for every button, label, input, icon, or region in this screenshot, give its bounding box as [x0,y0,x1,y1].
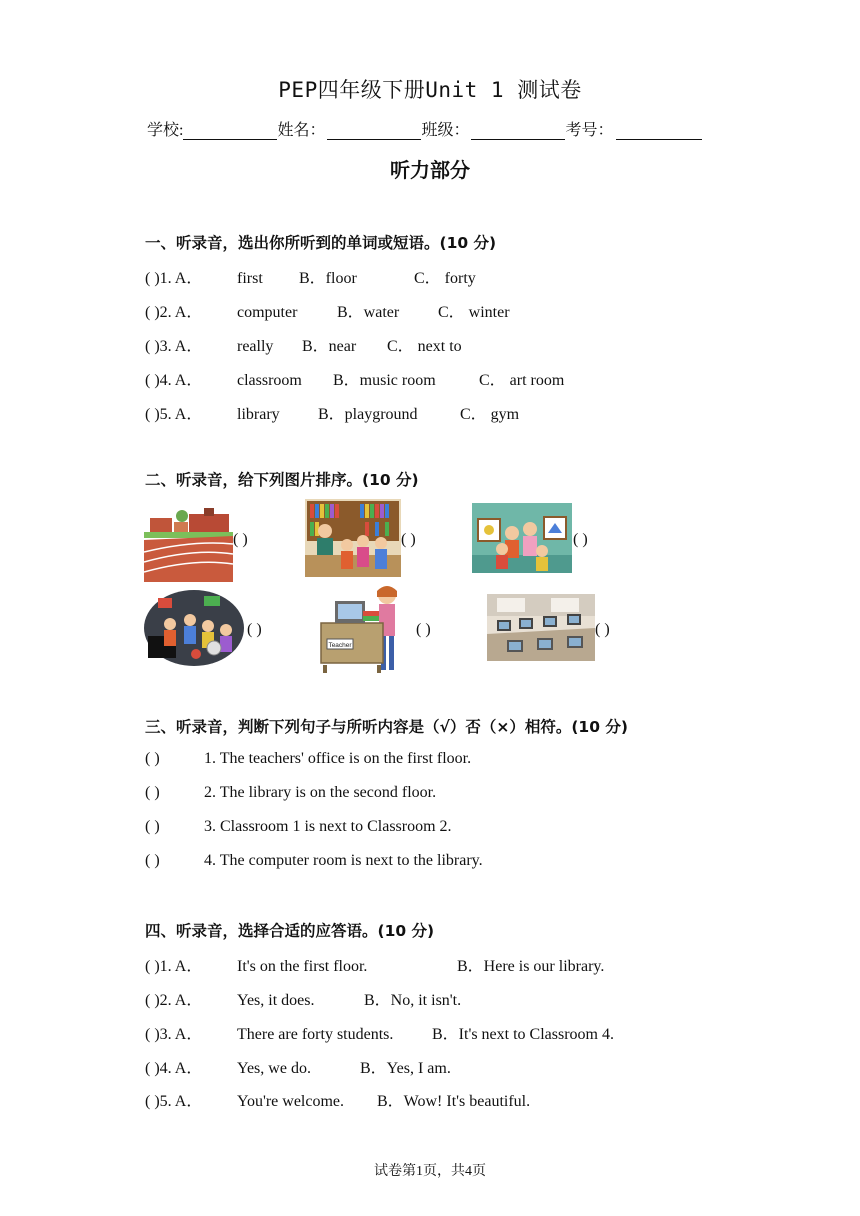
page-title: PEP四年级下册Unit 1 测试卷 [278,78,582,102]
pic-answer-5[interactable]: ( ) [416,621,431,638]
s3-statement-1: ( ) 1. The teachers' office is on the first floor. [145,750,472,767]
school-blank[interactable] [183,123,277,140]
teacher-sign-text: Teacher [328,642,352,649]
art-room-picture [472,503,572,573]
pic-answer-2[interactable]: ( ) [401,531,416,548]
pic-answer-3[interactable]: ( ) [573,531,588,548]
section2-title: 二、听录音，给下列图片排序。(10 分) [145,471,419,489]
teachers-office-picture [313,583,408,673]
section3-title: 三、听录音，判断下列句子与所听内容是（√）否（×）相符。(10 分) [145,718,628,736]
class-label: 班级： [421,122,470,139]
music-room-picture [144,590,244,666]
s4-question-2: ( )2. A． Yes, it does. B．No, it isn't. [145,992,462,1009]
section4-title: 四、听录音，选择合适的应答语。(10 分) [145,922,435,940]
s1-question-3: ( )3. A． really B．near C． next to [145,338,462,355]
pic-answer-4[interactable]: ( ) [247,621,262,638]
pic-answer-1[interactable]: ( ) [233,531,248,548]
student-info-line [147,117,702,140]
name-label: 姓名： [277,122,326,139]
s4-question-5: ( )5. A． You're welcome. B．Wow! It's beautiful. [145,1093,531,1110]
section1-title: 一、听录音，选出你所听到的单词或短语。(10 分) [145,234,497,252]
exam-no-label: 考号： [565,122,614,139]
name-blank[interactable] [327,123,421,140]
s1-question-2: ( )2. A． computer B．water C． winter [145,304,510,321]
library-picture [305,499,401,577]
class-blank[interactable] [471,123,565,140]
s4-question-1: ( )1. A． It's on the first floor. B．Here is our library. [145,958,605,975]
s3-statement-3: ( ) 3. Classroom 1 is next to Classroom 2. [145,818,452,835]
s1-question-1: ( )1. A． first B．floor C． forty [145,270,476,287]
s3-statement-2: ( ) 2. The library is on the second floor. [145,784,437,801]
school-label: 学校: [147,122,184,139]
exam-no-blank[interactable] [616,123,702,140]
playground-picture [144,500,233,582]
pic-answer-6[interactable]: ( ) [595,621,610,638]
page-footer: 试卷第1页，共4页 [374,1164,486,1179]
s4-question-3: ( )3. A． There are forty students. B．It's next to Classroom 4. [145,1026,614,1043]
s1-question-4: ( )4. A． classroom B．music room C． art room [145,372,565,389]
computer-room-picture [487,594,595,661]
s1-question-5: ( )5. A． library B．playground C． gym [145,406,520,423]
s4-question-4: ( )4. A． Yes, we do. B．Yes, I am. [145,1060,451,1077]
s3-statement-4: ( ) 4. The computer room is next to the library. [145,852,483,869]
part-title: 听力部分 [390,158,470,182]
